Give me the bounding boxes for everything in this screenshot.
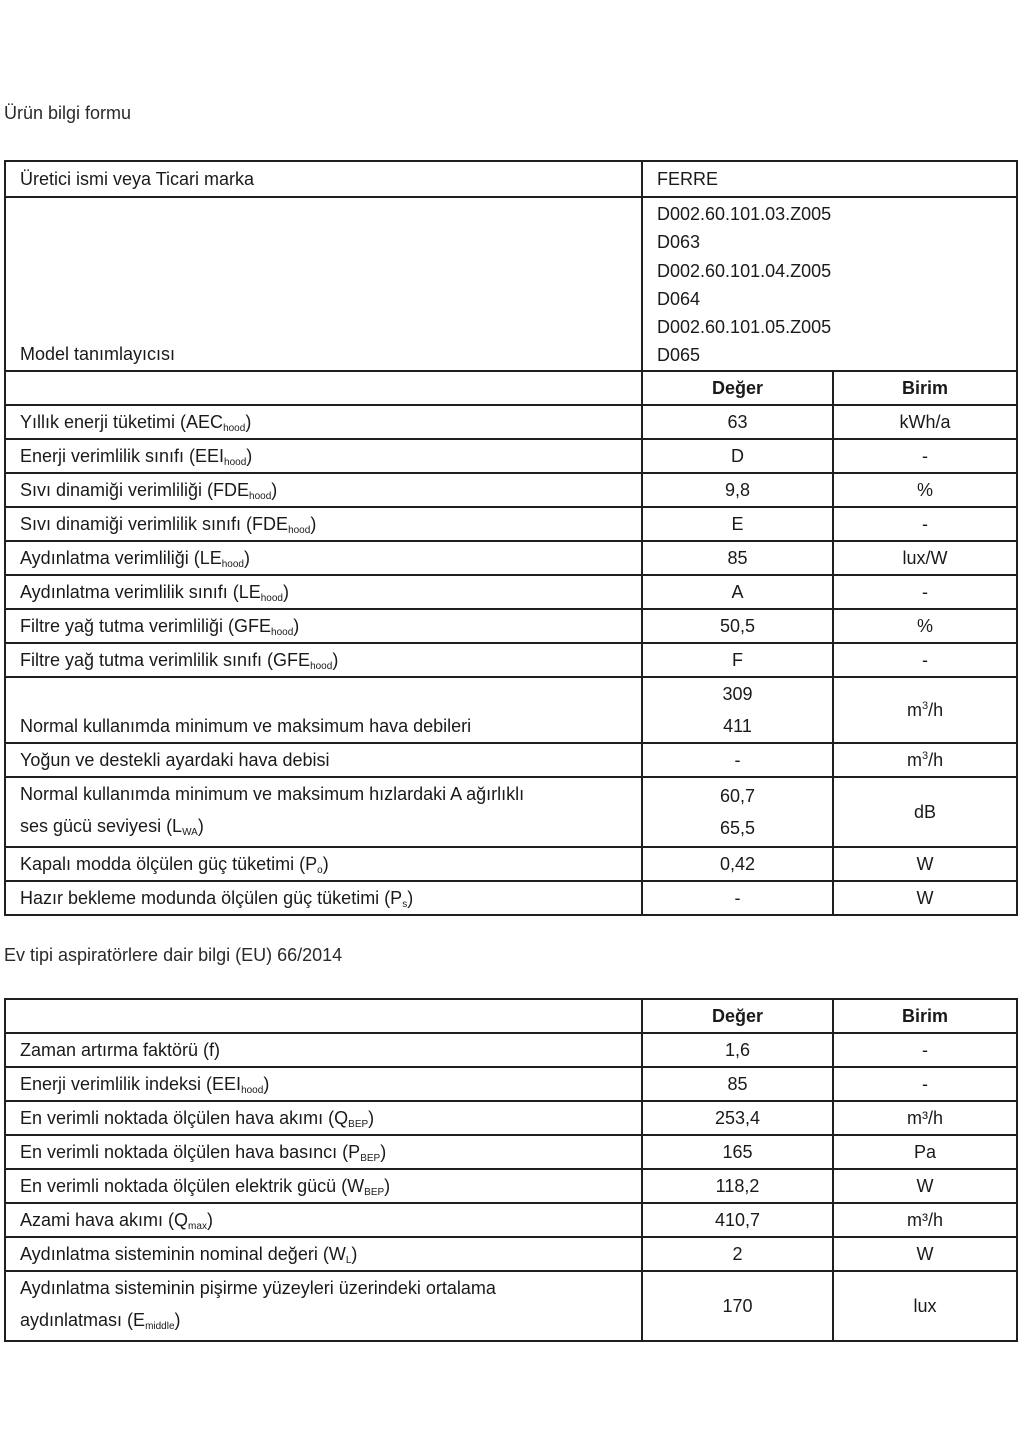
row-label: Aydınlatma verimlilik sınıfı $(LE_{hood})$ — [5, 575, 642, 609]
table-row — [5, 541, 1017, 575]
airflow-max: 411 — [723, 715, 752, 736]
model-id: D063 — [657, 232, 701, 253]
row-value: D — [642, 439, 833, 473]
airflow-values — [642, 677, 833, 743]
row-unit: - — [833, 507, 1017, 541]
row-value: E — [642, 507, 833, 541]
illumination-unit: lux — [833, 1271, 1017, 1341]
table-row — [5, 1237, 1017, 1271]
table-row — [5, 1067, 1017, 1101]
row-unit: % — [833, 473, 1017, 507]
row-value: F — [642, 643, 833, 677]
table-row — [5, 1169, 1017, 1203]
row-label: Azami hava akımı $(Q_{max})$ — [5, 1203, 642, 1237]
row-label: Zaman artırma faktörü (f) — [5, 1033, 642, 1067]
standby-power-unit: W — [833, 881, 1017, 915]
product-info-table — [4, 160, 1018, 916]
model-id: D002.60.101.04.Z005 — [657, 260, 832, 281]
row-value: A — [642, 575, 833, 609]
manufacturer-label: Üretici ismi veya Ticari marka — [5, 161, 642, 197]
model-list — [642, 197, 1017, 371]
model-label: Model tanımlayıcısı — [5, 197, 642, 371]
airflow-row — [5, 677, 1017, 743]
section-title: Ev tipi aspiratörlere dair bilgi (EU) 66/2014 — [4, 945, 343, 965]
row-unit: kWh/a — [833, 405, 1017, 439]
row-label: Yıllık enerji tüketimi $(AEC_{hood})$ — [5, 405, 642, 439]
table-row — [5, 473, 1017, 507]
row-label: En verimli noktada ölçülen hava basıncı $(P_{BEP})$ — [5, 1135, 642, 1169]
model-id: D002.60.101.03.Z005 — [657, 204, 832, 224]
manufacturer-row — [5, 161, 1017, 197]
noise-max: 65,5 — [719, 817, 756, 838]
row-label: En verimli noktada ölçülen hava akımı $(Q_{BEP})$ — [5, 1101, 642, 1135]
row-label: Filtre yağ tutma verimlilik sınıfı $(GFE_{hood})$ — [5, 643, 642, 677]
row-label: Sıvı dinamiği verimlilik sınıfı $(FDE_{hood})$ — [5, 507, 642, 541]
airflow-min: 309 — [722, 683, 753, 704]
noise-min: 60,7 — [719, 785, 756, 806]
row-value: 63 — [642, 405, 833, 439]
row-label: Aydınlatma verimliliği $(LE_{hood})$ — [5, 541, 642, 575]
row-unit: - — [833, 575, 1017, 609]
row-unit: - — [833, 643, 1017, 677]
row-value: 50,5 — [642, 609, 833, 643]
row-unit: - — [833, 1067, 1017, 1101]
illumination-row — [5, 1271, 1017, 1341]
table-row — [5, 507, 1017, 541]
standby-power-label: Hazır bekleme modunda ölçülen güç tüketimi $(P_s)$ — [5, 881, 642, 915]
model-row — [5, 197, 1017, 371]
model-id: D064 — [657, 288, 701, 309]
form-title: Ürün bilgi formu — [4, 103, 132, 123]
model-id: D002.60.101.05.Z005 — [657, 317, 832, 338]
noise-row — [5, 777, 1017, 847]
table-row — [5, 405, 1017, 439]
header-row — [5, 371, 1017, 405]
row-unit: W — [833, 1237, 1017, 1271]
row-unit: m³/h — [833, 1203, 1017, 1237]
row-unit: Pa — [833, 1135, 1017, 1169]
row-value: 410,7 — [642, 1203, 833, 1237]
row-unit: - — [833, 439, 1017, 473]
illumination-label: Aydınlatma sisteminin pişirme yüzeyleri üzerindeki ortalama aydınlatması $(E_{middle})$ — [5, 1271, 642, 1341]
row-value: 165 — [642, 1135, 833, 1169]
table-row — [5, 643, 1017, 677]
unit-header: Birim — [833, 999, 1017, 1033]
table-row — [5, 1101, 1017, 1135]
value-header: Değer — [642, 371, 833, 405]
row-label: Enerji verimlilik indeksi $(EEI_{hood})$ — [5, 1067, 642, 1101]
standby-power-value: - — [642, 881, 833, 915]
row-label: Aydınlatma sisteminin nominal değeri $(W_L)$ — [5, 1237, 642, 1271]
row-unit: - — [833, 1033, 1017, 1067]
noise-unit: dB — [833, 777, 1017, 847]
intensive-row — [5, 743, 1017, 777]
row-value: 9,8 — [642, 473, 833, 507]
table-row — [5, 1203, 1017, 1237]
row-label: Filtre yağ tutma verimliliği $(GFE_{hood})$ — [5, 609, 642, 643]
row-value: 118,2 — [642, 1169, 833, 1203]
row-value: 2 — [642, 1237, 833, 1271]
row-unit: m³/h — [833, 1101, 1017, 1135]
header-blank — [5, 371, 642, 405]
row-value: 1,6 — [642, 1033, 833, 1067]
row-unit: % — [833, 609, 1017, 643]
table-row — [5, 575, 1017, 609]
intensive-label: Yoğun ve destekli ayardaki hava debisi — [5, 743, 642, 777]
row-value: 85 — [642, 541, 833, 575]
off-power-value: 0,42 — [642, 847, 833, 881]
airflow-unit: $m^3/h$ — [833, 677, 1017, 743]
row-label: Enerji verimlilik sınıfı $(EEI_{hood})$ — [5, 439, 642, 473]
unit-header: Birim — [833, 371, 1017, 405]
row-label: Sıvı dinamiği verimliliği $(FDE_{hood})$ — [5, 473, 642, 507]
noise-label: Normal kullanımda minimum ve maksimum hızlardaki A ağırlıklı ses gücü seviyesi $(L_{WA})$ — [5, 777, 642, 847]
row-unit: lux/W — [833, 541, 1017, 575]
airflow-label: Normal kullanımda minimum ve maksimum hava debileri — [5, 677, 642, 743]
standby-power-row — [5, 881, 1017, 915]
regulation-info-table — [4, 998, 1018, 1342]
header-row — [5, 999, 1017, 1033]
table-row — [5, 609, 1017, 643]
table-row — [5, 1033, 1017, 1067]
value-header: Değer — [642, 999, 833, 1033]
noise-values — [642, 777, 833, 847]
off-power-row — [5, 847, 1017, 881]
intensive-unit: $m^3/h$ — [833, 743, 1017, 777]
row-label: En verimli noktada ölçülen elektrik gücü $(W_{BEP})$ — [5, 1169, 642, 1203]
off-power-unit: W — [833, 847, 1017, 881]
row-unit: W — [833, 1169, 1017, 1203]
row-value: 253,4 — [642, 1101, 833, 1135]
row-value: 85 — [642, 1067, 833, 1101]
model-id: D065 — [657, 345, 701, 366]
table-row — [5, 1135, 1017, 1169]
manufacturer-value: FERRE — [642, 161, 1017, 197]
off-power-label: Kapalı modda ölçülen güç tüketimi $(P_o)$ — [5, 847, 642, 881]
header-blank — [5, 999, 642, 1033]
illumination-value: 170 — [642, 1271, 833, 1341]
table-row — [5, 439, 1017, 473]
intensive-value: - — [642, 743, 833, 777]
